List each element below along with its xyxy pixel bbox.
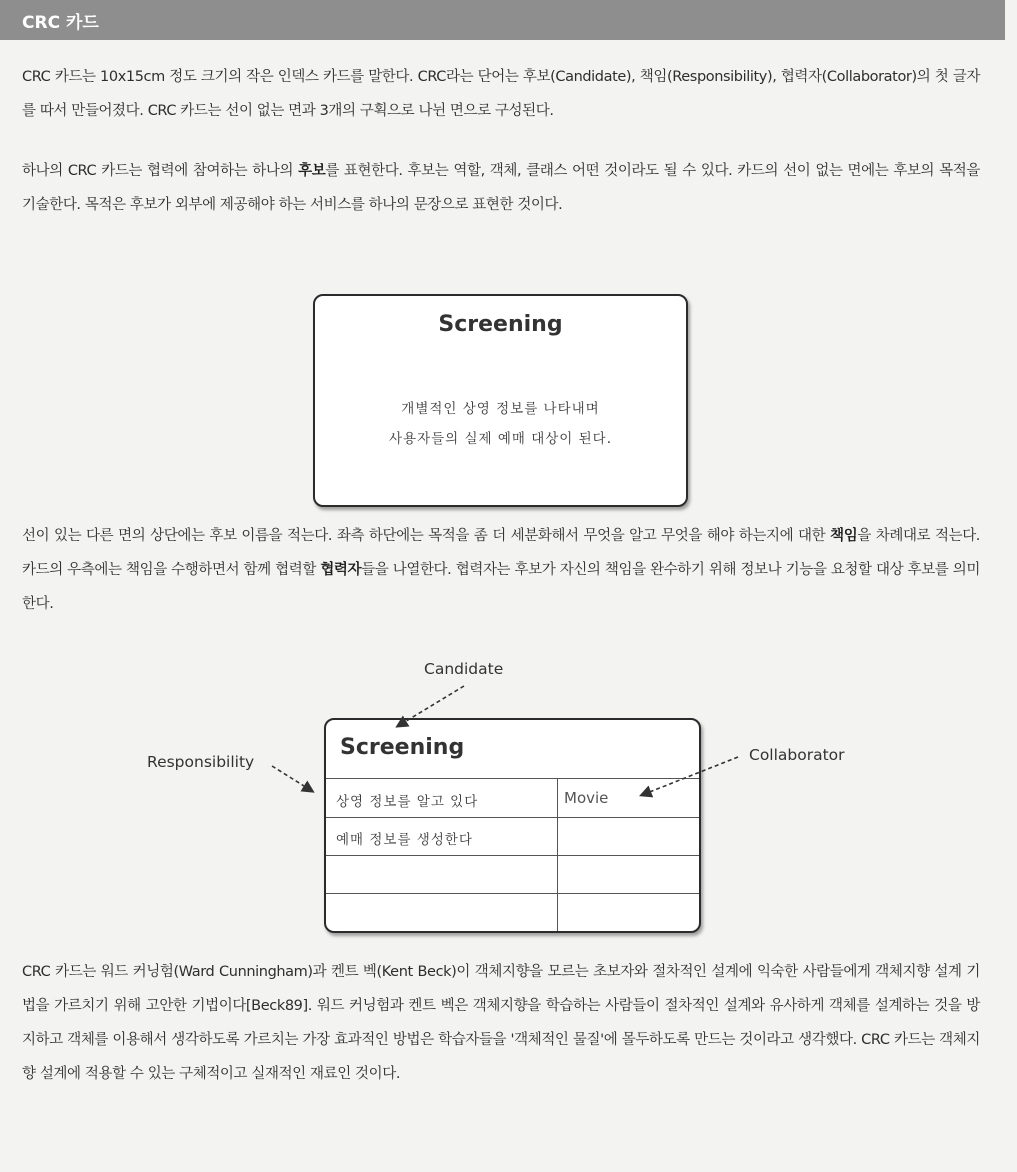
crc-card-front xyxy=(313,294,688,507)
divider xyxy=(326,817,699,818)
section-header-bar xyxy=(0,0,1005,40)
text-span: 들을 나열한다. 협력자는 후보가 자신의 책임을 완수하기 위해 정보나 기능을 요청할 대상 후보를 의미한다. xyxy=(22,562,980,612)
intro-paragraph: CRC 카드는 10x15cm 정도 크기의 작은 인덱스 카드를 말한다. CRC라는 단어는 후보(Candidate), 책임(Responsibility), 협력자(Collaborator)의 첫 글자를 따서 만들어졌다. CRC 카드는 선이 없는 면과 3개의 구획으로 나뉜 면으로 구성된다. xyxy=(22,69,980,119)
collaborator-item: Movie xyxy=(564,789,609,807)
annotation-candidate: Candidate xyxy=(424,660,504,678)
responsibility-item: 예매 정보를 생성한다 xyxy=(336,832,473,848)
text-span: 하나의 CRC 카드는 협력에 참여하는 하나의 xyxy=(22,163,299,179)
crc-card-back xyxy=(324,718,701,933)
annotation-responsibility: Responsibility xyxy=(147,753,255,771)
card-back-title: Screening xyxy=(340,735,465,760)
bold-term-collaborator: 협력자 xyxy=(320,562,362,578)
text-span: 를 표현한다. 후보는 역할, 객체, 클래스 어떤 것이라도 될 수 있다. 카드의 선이 없는 면에는 후보의 목적을 기술한다. 목적은 후보가 외부에 제공해야 하는 서비스를 하나의 문장으로 표현한 것이다. xyxy=(22,163,980,213)
card-front-purpose xyxy=(315,394,686,454)
annotation-collaborator: Collaborator xyxy=(749,746,845,764)
purpose-line-2: 사용자들의 실제 예매 대상이 된다. xyxy=(388,431,613,447)
bold-term-responsibility: 책임 xyxy=(830,528,858,544)
responsibility-item: 상영 정보를 알고 있다 xyxy=(336,794,479,810)
purpose-line-1: 개별적인 상영 정보를 나타내며 xyxy=(401,401,600,417)
divider xyxy=(326,893,699,894)
candidate-paragraph xyxy=(22,154,980,222)
bold-term-candidate: 후보 xyxy=(298,163,326,179)
card-sections-paragraph xyxy=(22,519,980,621)
history-paragraph: CRC 카드는 워드 커닝험(Ward Cunningham)과 켄트 벡(Kent Beck)이 객체지향을 모르는 초보자와 절차적인 설계에 익숙한 사람들에게 객체지향 설계 기법을 가르치기 위해 고안한 기법이다[Beck89]. 워드 커닝험과 켄트 벡은 객체지향을 학습하는 사람들이 절차적인 설계와 유사하게 객체를 설계하는 것을 방지하고 객체를 이용해서 생각하도록 가르치는 가장 효과적인 방법은 학습자들을 '객체적인 물질'에 몰두하도록 만드는 것이라고 생각했다. CRC 카드는 객체지향 설계에 적용할 수 있는 구체적이고 실재적인 재료인 것이다. xyxy=(22,964,980,1082)
text-span: 을 차례대로 적는다. 카드의 우측에는 책임을 수행하면서 함께 협력할 xyxy=(22,528,981,578)
divider xyxy=(326,778,699,779)
arrow-responsibility xyxy=(272,766,312,791)
column-divider xyxy=(557,778,558,931)
card-front-title: Screening xyxy=(438,312,563,337)
section-title: CRC 카드 xyxy=(22,13,99,33)
divider xyxy=(326,855,699,856)
text-span: 선이 있는 다른 면의 상단에는 후보 이름을 적는다. 좌측 하단에는 목적을 좀 더 세분화해서 무엇을 알고 무엇을 해야 하는지에 대한 xyxy=(22,528,831,544)
